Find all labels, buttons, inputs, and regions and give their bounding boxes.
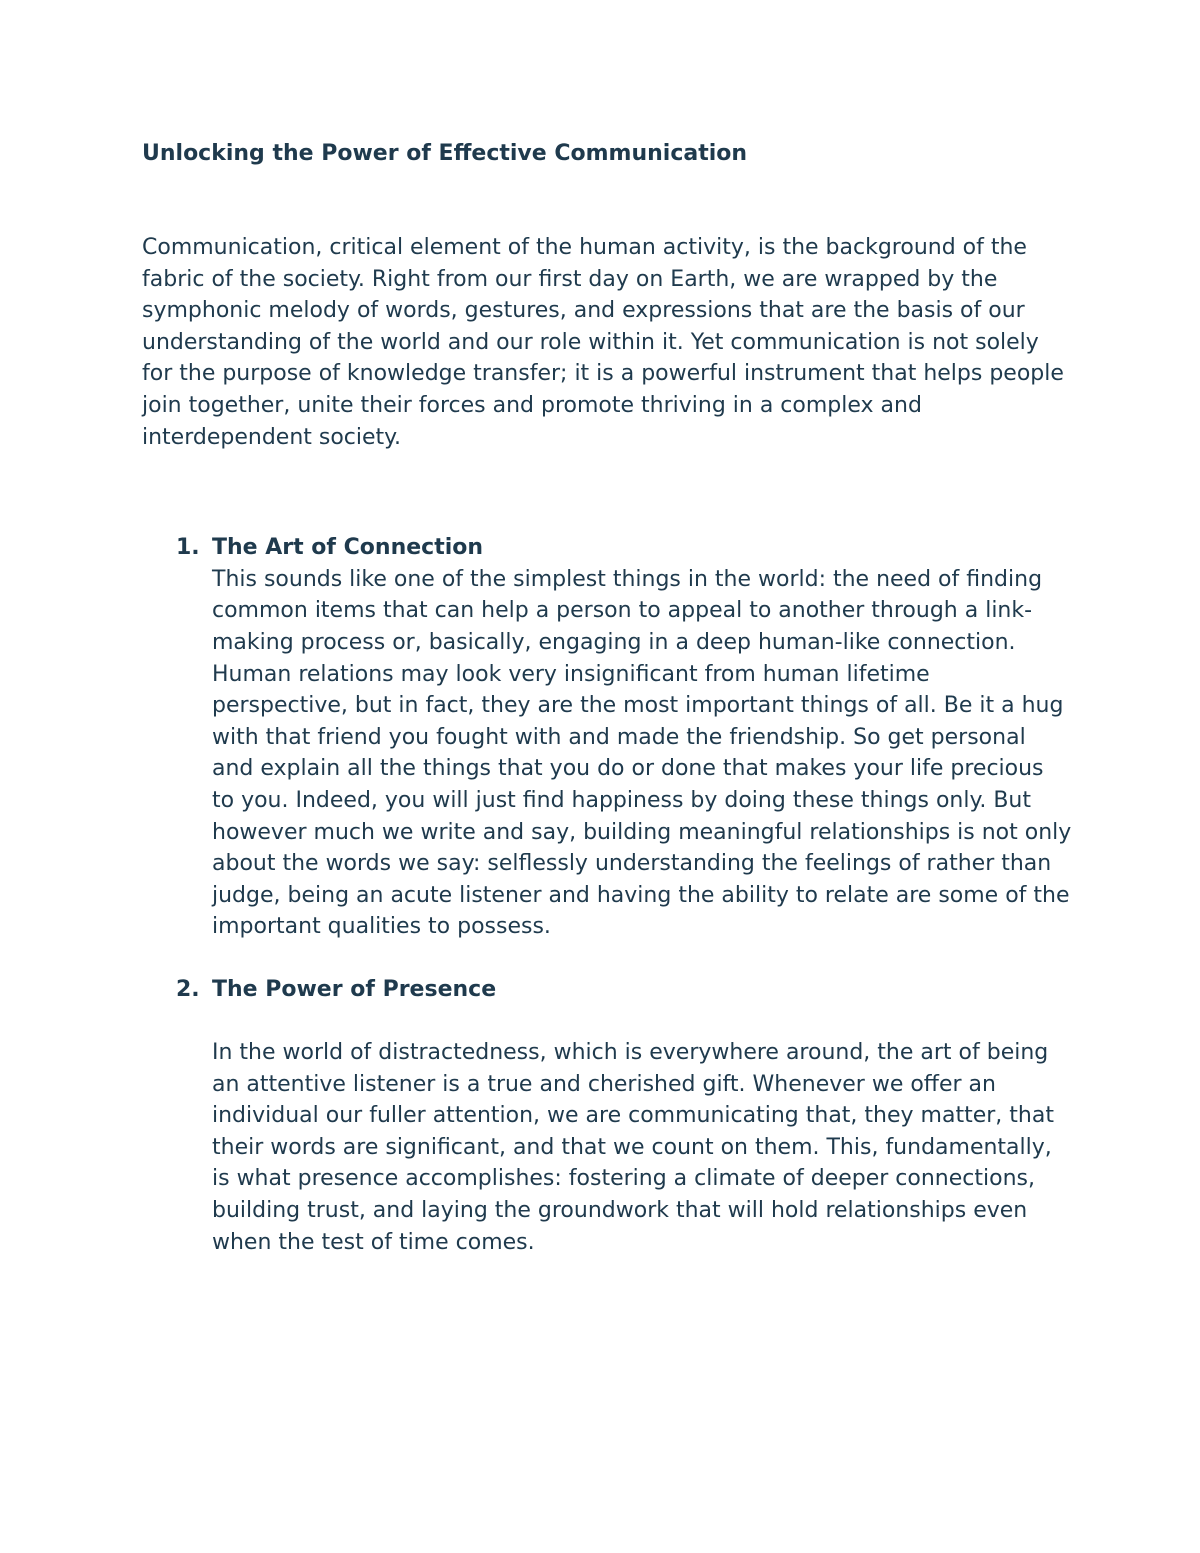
section-list	[142, 532, 1072, 1258]
document-content	[142, 138, 1072, 1258]
section-power-of-presence	[142, 974, 1072, 1258]
section-art-of-connection	[142, 532, 1072, 943]
section-body: In the world of distractedness, which is everywhere around, the art of being an attentive listener is a true and cherished gift. Whenever we offer an individual our fuller attention, we are communicating that, they matter, that their words are significant, and that we count on them. This, fundamentally, is what presence accomplishes: fostering a climate of deeper connections, building trust, and laying the groundwork that will hold relationships even when the test of time comes.	[212, 1040, 1054, 1255]
section-body: This sounds like one of the simplest things in the world: the need of finding common items that can help a person to appeal to another through a link-making process or, basically, engaging in a deep human-like connection. Human relations may look very insignificant from human lifetime perspective, but in fact, they are the most important things of all. Be it a hug with that friend you fought with and made the friendship. So get personal and explain all the things that you do or done that makes your life precious to you. Indeed, you will just find happiness by doing these things only. But however much we write and say, building meaningful relationships is not only about the words we say: selflessly understanding the feelings of rather than judge, being an acute listener and having the ability to relate are some of the important qualities to possess.	[212, 566, 1072, 940]
section-number: 2.	[176, 976, 200, 1002]
section-heading: The Power of Presence	[212, 976, 497, 1002]
section-heading: The Art of Connection	[212, 535, 484, 561]
section-number: 1.	[176, 535, 200, 561]
document-title: Unlocking the Power of Effective Communication	[142, 141, 748, 166]
intro-paragraph: Communication, critical element of the human activity, is the background of the fabric of the society. Right from our first day on Earth, we are wrapped by the symphonic melody of words, gestures, and expressions that are the basis of our understanding of the world and our role within it. Yet communication is not solely for the purpose of knowledge transfer; it is a powerful instrument that helps people join together, unite their forces and promote thriving in a complex and interdependent society.	[142, 235, 1064, 450]
